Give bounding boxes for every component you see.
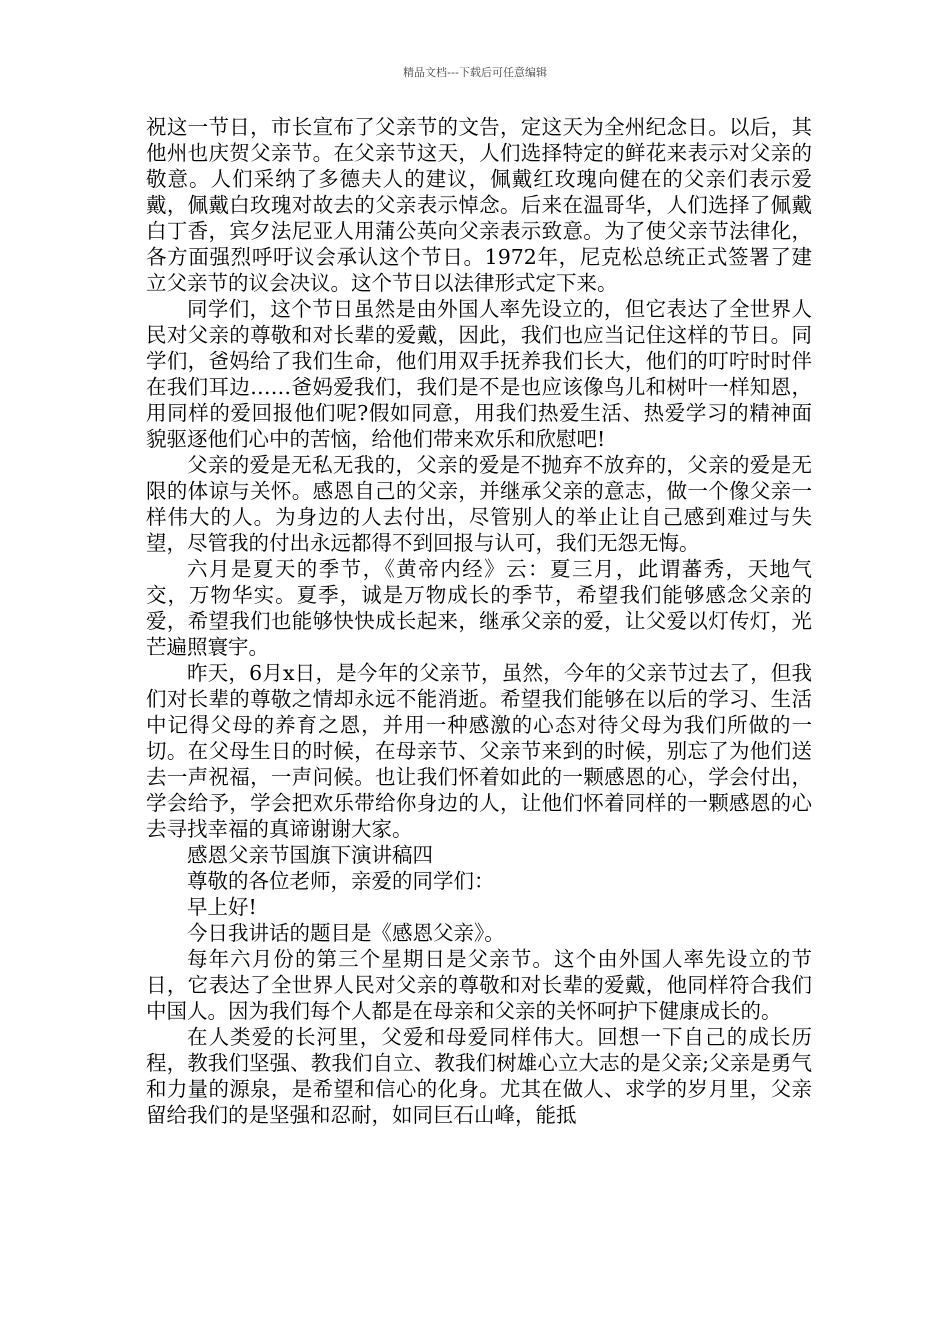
document-body <box>146 114 812 1128</box>
topic-line: 今日我讲话的题目是《感恩父亲》。 <box>187 921 505 945</box>
paragraph: 父亲的爱是无私无我的，父亲的爱是不抛弃不放弃的，父亲的爱是无限的体谅与关怀。感恩自己的父亲，并继承父亲的意志，做一个像父亲一样伟大的人。为身边的人去付出，尽管别人的举止让自己感到难过与失望，尽管我的付出永远都得不到回报与认可，我们无怨无悔。 <box>146 453 812 555</box>
page-header: 精品文档---下载后可任意编辑 <box>403 66 547 79</box>
paragraph: 祝这一节日，市长宣布了父亲节的文告，定这天为全州纪念日。以后，其他州也庆贺父亲节。在父亲节这天，人们选择特定的鲜花来表示对父亲的敬意。人们采纳了多德夫人的建议，佩戴红玫瑰向健在的父亲们表示爱戴，佩戴白玫瑰对故去的父亲表示悼念。后来在温哥华，人们选择了佩戴白丁香，宾夕法尼亚人用蒲公英向父亲表示致意。为了使父亲节法律化，各方面强烈呼吁议会承认这个节日。1972年，尼克松总统正式签署了建立父亲节的议会决议。这个节日以法律形式定下来。 <box>146 115 812 295</box>
paragraph: 六月是夏天的季节，《黄帝内经》云：夏三月，此谓蕃秀，天地气交，万物华实。夏季，诚是万物成长的季节，希望我们能够感念父亲的爱，希望我们也能够快快成长起来，继承父亲的爱，让父爱以灯传灯，光芒遍照寰宇。 <box>146 557 812 659</box>
greeting: 早上好! <box>187 895 257 919</box>
paragraph: 同学们，这个节日虽然是由外国人率先设立的，但它表达了全世界人民对父亲的尊敬和对长辈的爱戴，因此，我们也应当记住这样的节日。同学们，爸妈给了我们生命，他们用双手抚养我们长大，他们的叮咛时时伴在我们耳边……爸妈爱我们，我们是不是也应该像鸟儿和树叶一样知恩，用同样的爱回报他们呢?假如同意，用我们热爱生活、热爱学习的精神面貌驱逐他们心中的苦恼，给他们带来欢乐和欣慰吧! <box>146 297 812 451</box>
paragraph: 昨天，6月x日，是今年的父亲节，虽然，今年的父亲节过去了，但我们对长辈的尊敬之情却永远不能消逝。希望我们能够在以后的学习、生活中记得父母的养育之恩，并用一种感激的心态对待父母为我们所做的一切。在父母生日的时候，在母亲节、父亲节来到的时候，别忘了为他们送去一声祝福，一声问候。也让我们怀着如此的一颗感恩的心，学会付出，学会给予，学会把欢乐带给你身边的人，让他们怀着同样的一颗感恩的心去寻找幸福的真谛谢谢大家。 <box>146 661 812 841</box>
section-title: 感恩父亲节国旗下演讲稿四 <box>187 843 433 867</box>
paragraph: 在人类爱的长河里，父爱和母爱同样伟大。回想一下自己的成长历程，教我们坚强、教我们自立、教我们树雄心立大志的是父亲;父亲是勇气和力量的源泉，是希望和信心的化身。尤其在做人、求学的岁月里，父亲留给我们的是坚强和忍耐，如同巨石山峰，能抵 <box>146 1025 812 1127</box>
paragraph: 每年六月份的第三个星期日是父亲节。这个由外国人率先设立的节日，它表达了全世界人民对父亲的尊敬和对长辈的爱戴，他同样符合我们中国人。因为我们每个人都是在母亲和父亲的关怀呵护下健康成长的。 <box>146 947 812 1023</box>
salutation: 尊敬的各位老师，亲爱的同学们： <box>187 869 495 893</box>
